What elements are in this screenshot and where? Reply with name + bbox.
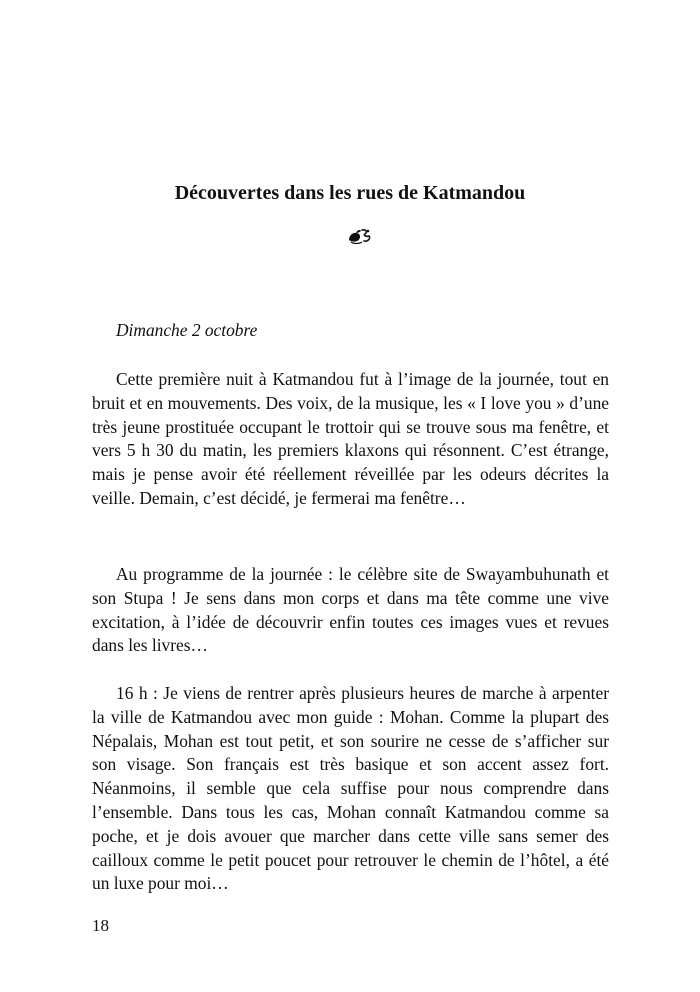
entry-date: Dimanche 2 octobre <box>116 320 258 340</box>
chapter-title: Découvertes dans les rues de Katmandou <box>174 182 526 204</box>
fleuron-ornament-icon <box>346 226 374 246</box>
paragraph: 16 h : Je viens de rentrer après plusieurs heures de marche à arpenter la ville de Katmandou avec mon guide : Mohan. Comme la plupart des Népalais, Mohan est tout petit, et son sourire ne cesse de s’afficher sur son visage. Son français est très basique et son accent assez fort. Néanmoins, il semble que cela suffise pour nous comprendre dans l’ensemble. Dans tous les cas, Mohan connaît Katmandou comme sa poche, et je dois avouer que marcher dans cette ville sans semer des cailloux comme le petit poucet pour retrouver le chemin de l’hôtel, a été un luxe pour moi… <box>92 683 609 894</box>
page-number: 18 <box>92 916 109 935</box>
paragraph: Au programme de la journée : le célèbre site de Swayambuhunath et son Stupa ! Je sens dans mon corps et dans ma tête comme une vive excitation, à l’idée de découvrir enfin toutes ces images vues et revues dans les livres… <box>92 564 609 656</box>
paragraph: Cette première nuit à Katmandou fut à l’image de la journée, tout en bruit et en mouvements. Des voix, de la musique, les « I love you » d’une très jeune prostituée occupant le trottoir qui se trouve sous ma fenêtre, et vers 5 h 30 du matin, les premiers klaxons qui résonnent. C’est étrange, mais je pense avoir été réellement réveillée par les odeurs décrites la veille. Demain, c’est décidé, je fermerai ma fenêtre… <box>92 369 609 508</box>
